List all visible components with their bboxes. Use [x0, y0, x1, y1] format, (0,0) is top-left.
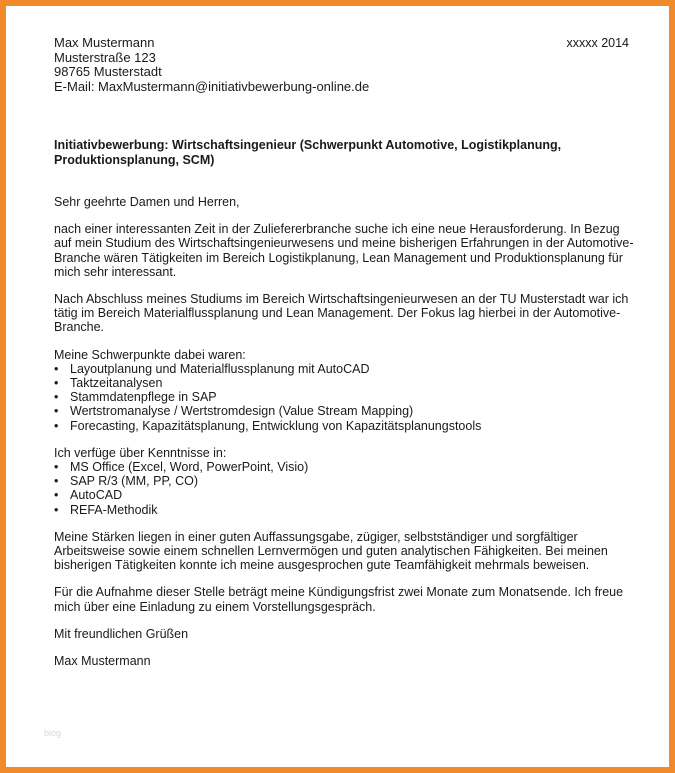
knowledge-list [54, 460, 634, 517]
list-item: • Wertstromanalyse / Wertstromdesign (Value Stream Mapping) [54, 404, 634, 418]
list-item: • Forecasting, Kapazitätsplanung, Entwicklung von Kapazitätsplanungstools [54, 419, 634, 433]
paragraph-study: Nach Abschluss meines Studiums im Bereich Wirtschaftsingenieurwesen an der TU Musterstadt war ich tätig im Bereich Materialflussplanung und Lean Management. Der Fokus lag hierbei in der Automotive-Branche. [54, 292, 629, 335]
letter-date: xxxxx 2014 [566, 36, 629, 50]
paragraph-intro: nach einer interessanten Zeit in der Zuliefererbranche suche ich eine neue Herausforderung. In Bezug auf mein Studium des Wirtschaftsingenieurwesens und meine bisherigen Erfahrungen in der Automotive-Branche wären Tätigkeiten im Bereich Logistikplanung, Lean Management und Produktionsplanung für mich sehr interessant. [54, 222, 634, 279]
letter-body [54, 195, 634, 681]
paragraph-strengths: Meine Stärken liegen in einer guten Auffassungsgabe, zügiger, selbstständiger und sorgfältiger Arbeitsweise sowie einem schnellen Lernvermögen und guten analytischen Fähigkeiten. Bei meinen bisherigen Tätigkeiten konnte ich meine ausgesprochen gute Teamfähigkeit mehrmals beweisen. [54, 529, 608, 573]
list-item: • Taktzeitanalysen [54, 376, 634, 390]
letter-page [12, 12, 663, 761]
focus-list [54, 362, 634, 433]
sender-name: Max Mustermann [54, 35, 155, 50]
sender-city: 98765 Musterstadt [54, 64, 162, 79]
focus-intro: Meine Schwerpunkte dabei waren: [54, 347, 246, 362]
list-item: • SAP R/3 (MM, PP, CO) [54, 474, 634, 488]
sender-email: E-Mail: MaxMustermann@initiativbewerbung-online.de [54, 78, 370, 94]
list-item: • AutoCAD [54, 488, 634, 502]
signature: Max Mustermann [54, 654, 151, 669]
list-item: • Stammdatenpflege in SAP [54, 390, 634, 404]
knowledge-intro: Ich verfüge über Kenntnisse in: [54, 445, 227, 460]
salutation: Sehr geehrte Damen und Herren, [54, 195, 240, 209]
list-item: • REFA-Methodik [54, 503, 634, 517]
letter-subject: Initiativbewerbung: Wirtschaftsingenieur (Schwerpunkt Automotive, Logistikplanung, Produktionsplanung, SCM) [54, 138, 562, 167]
paragraph-notice: Für die Aufnahme dieser Stelle beträgt meine Kündigungsfrist zwei Monate zum Monatsende. Ich freue mich über eine Einladung zu einem Vorstellungsgespräch. [54, 585, 624, 614]
sender-street: Musterstraße 123 [54, 49, 156, 65]
closing: Mit freundlichen Grüßen [54, 626, 189, 641]
list-item: • Layoutplanung und Materialflussplanung mit AutoCAD [54, 362, 634, 376]
watermark-text: blog [44, 728, 62, 738]
sender-address-block [54, 36, 369, 94]
list-item: • MS Office (Excel, Word, PowerPoint, Visio) [54, 460, 634, 474]
